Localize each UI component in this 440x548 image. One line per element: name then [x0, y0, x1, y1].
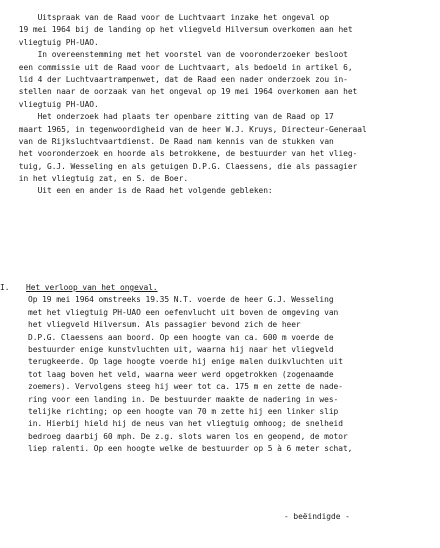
continuation-marker: - beëindigde -	[284, 512, 350, 521]
section-1	[0, 282, 440, 455]
text-line: maart 1965, in tegenwoordigheid van de heer W.J. Kruys, Directeur-Generaal	[0, 124, 367, 134]
text-line: In overeenstemming met het voorstel van de vooronderzoeker besloot	[0, 50, 348, 60]
text-line: terugkeerde. Op lage hoogte voerde hij enige malen duikvluchten uit	[28, 357, 343, 367]
text-line: van de Rijksluchtvaartdienst. De Raad nam kennis van de stukken van	[0, 136, 334, 146]
text-line: telijke richting; op een hoogte van 70 m zette hij een linker slip	[28, 406, 339, 416]
text-line: Uit een en ander is de Raad het volgende gebleken:	[0, 186, 273, 196]
section-number: I.	[0, 283, 10, 292]
intro-text	[0, 12, 440, 198]
text-line: bestuurder enige kunstvluchten uit, waarna hij naar het vliegveld	[28, 344, 334, 354]
text-line: liep ralenti. Op een hoogte welke de bestuurder op 5 à 6 meter schat,	[28, 444, 353, 454]
section-title: Het verloop van het ongeval.	[26, 283, 158, 292]
text-line: in het vliegtuig zat, en S. de Boer.	[0, 174, 189, 184]
text-line: tot laag boven het veld, waarna weer werd opgetrokken (zogenaamde	[28, 369, 334, 379]
text-line: Het onderzoek had plaats ter openbare zitting van de Raad op 17	[0, 112, 334, 122]
text-line: vliegtuig PH-UAO.	[0, 99, 99, 109]
text-line: lid 4 der Luchtvaartrampenwet, dat de Raad een nader onderzoek zou in-	[0, 74, 348, 84]
text-line: D.P.G. Claessens aan boord. Op een hoogte van ca. 600 m voerde de	[28, 332, 334, 342]
text-line: in. Hierbij hield hij de neus van het vliegtuig omhoog; de snelheid	[28, 419, 343, 429]
text-line: met het vliegtuig PH-UAO een oefenvlucht uit boven de omgeving van	[28, 307, 339, 317]
text-line: zoemers). Vervolgens steeg hij weer tot ca. 175 m en zette de nade-	[28, 382, 343, 392]
text-line: vliegtuig PH-UAO.	[0, 37, 99, 47]
text-line: Uitspraak van de Raad voor de Luchtvaart inzake het ongeval op	[0, 13, 330, 22]
text-line: ring voor een landing in. De bestuurder maakte de nadering in wes-	[28, 394, 339, 404]
text-line: het vliegveld Hilversum. Als passagier bevond zich de heer	[28, 320, 301, 330]
text-line: stellen naar de oorzaak van het ongeval op 19 mei 1964 overkomen aan het	[0, 87, 358, 97]
text-line: het vooronderzoek en hoorde als betrokkene, de bestuurder van het vlieg-	[0, 149, 358, 159]
text-line: tuig, G.J. Wesseling en als getuigen D.P.G. Claessens, die als passagier	[0, 161, 358, 171]
text-line: Op 19 mei 1964 omstreeks 19.35 N.T. voerde de heer G.J. Wesseling	[28, 295, 334, 305]
text-line: 19 mei 1964 bij de landing op het vliegveld Hilversum overkomen aan het	[0, 25, 353, 35]
section-heading	[0, 282, 440, 294]
text-line: bedroeg daarbij 60 mph. De z.g. slots waren los en geopend, de motor	[28, 431, 348, 441]
section-body	[0, 294, 440, 455]
text-line: een commissie uit de Raad voor de Luchtvaart, als bedoeld in artikel 6,	[0, 62, 353, 72]
